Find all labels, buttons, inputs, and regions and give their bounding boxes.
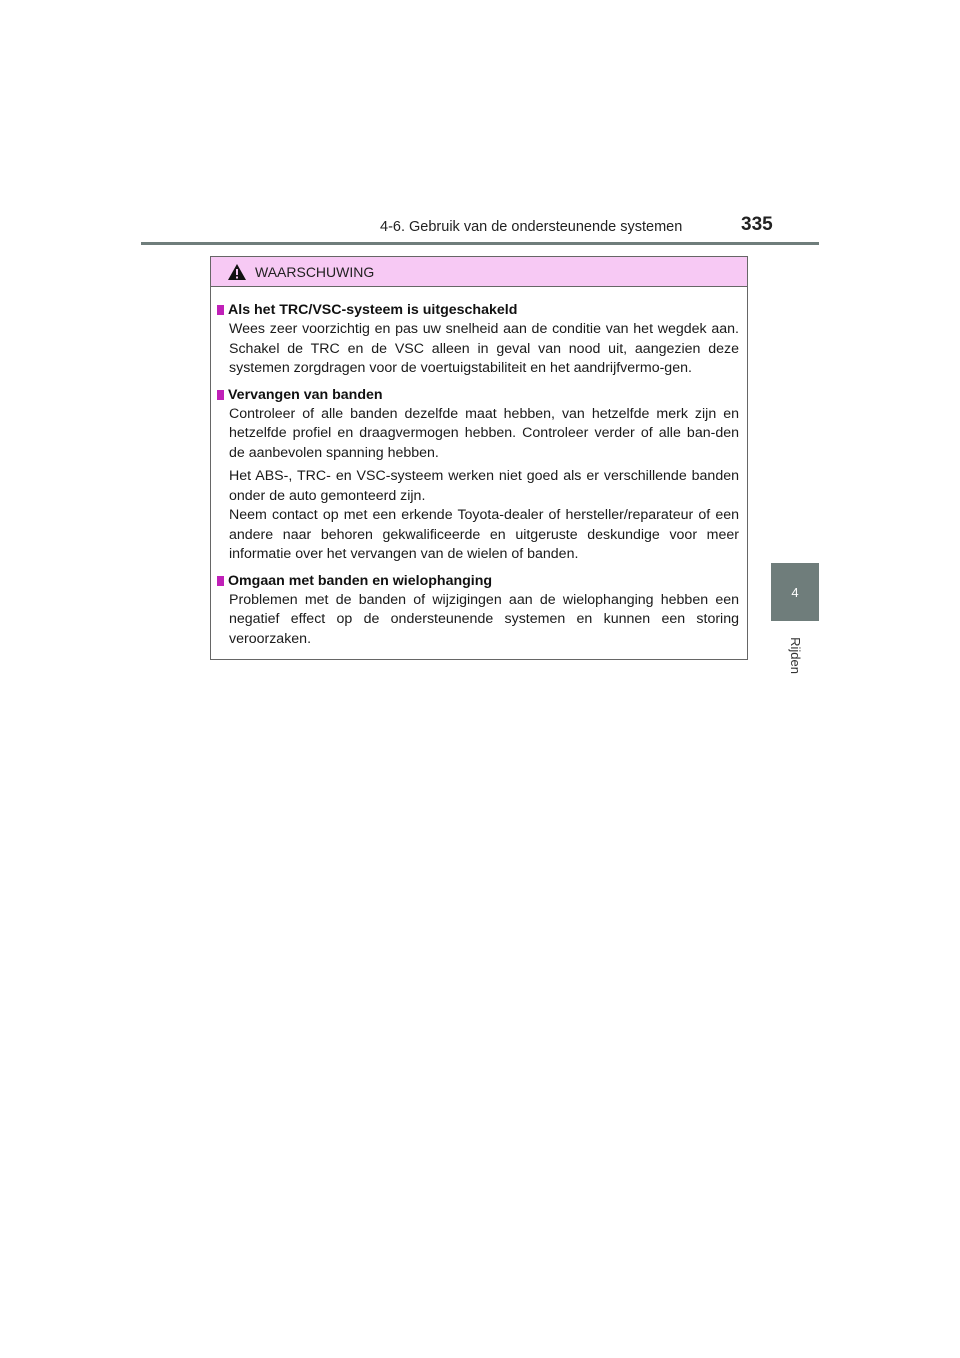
warning-triangle-icon [227,263,247,281]
section-title-text: Als het TRC/VSC-systeem is uitgeschakeld [228,302,518,318]
warning-section [217,385,739,565]
square-bullet-icon [217,390,224,400]
section-title [217,300,739,320]
section-title [217,385,739,405]
square-bullet-icon [217,576,224,586]
chapter-label: Rijden [787,636,803,674]
paragraph-line: Controleer of alle banden dezelfde maat hebben, van hetzelfde merk zijn en hetzelfde profiel en draagvermogen hebben. Controleer verder of alle ban-den de aanbevolen spanning hebben. [229,405,739,461]
section-title-text: Vervangen van banden [228,386,383,403]
warning-header [211,257,747,287]
section-paragraph [229,405,739,464]
warning-box [210,256,748,660]
paragraph-line: Neem contact op met een erkende Toyota-dealer of hersteller/reparateur of een andere naar behoren gekwalificeerde en uitgeruste deskundige voor meer informatie over het vervangen van de wielen of banden. [229,507,739,562]
header-rule [141,242,819,245]
header-title: 4-6. Gebruik van de ondersteunende systemen [380,219,683,235]
section-paragraph [229,467,739,565]
warning-section [217,571,739,650]
warning-section [217,300,739,379]
square-bullet-icon [217,305,224,315]
section-paragraph [229,591,739,650]
chapter-number: 4 [791,584,799,600]
paragraph-line: Het ABS-, TRC- en VSC-systeem werken niet goed als er verschillende banden onder de auto gemonteerd zijn. [229,468,739,504]
section-title [217,571,739,591]
warning-title: WAARSCHUWING [255,263,375,280]
paragraph-line: Problemen met de banden of wijzigingen aan de wielophanging hebben een negatief effect op de ondersteunende systemen en kunnen een storing veroorzaken. [229,591,739,647]
chapter-tab [771,563,819,621]
page-number: 335 [741,214,773,235]
chapter-label-container [771,625,819,685]
section-paragraph [229,320,739,379]
warning-body [211,287,747,649]
paragraph-line: Wees zeer voorzichtig en pas uw snelheid aan de conditie van het wegdek aan. Schakel de TRC en de VSC alleen in geval van nood uit, aangezien deze systemen zorgdragen voor de voertuigstabiliteit en het aandrijfvermo-gen. [229,321,739,376]
section-title-text: Omgaan met banden en wielophanging [228,572,493,589]
